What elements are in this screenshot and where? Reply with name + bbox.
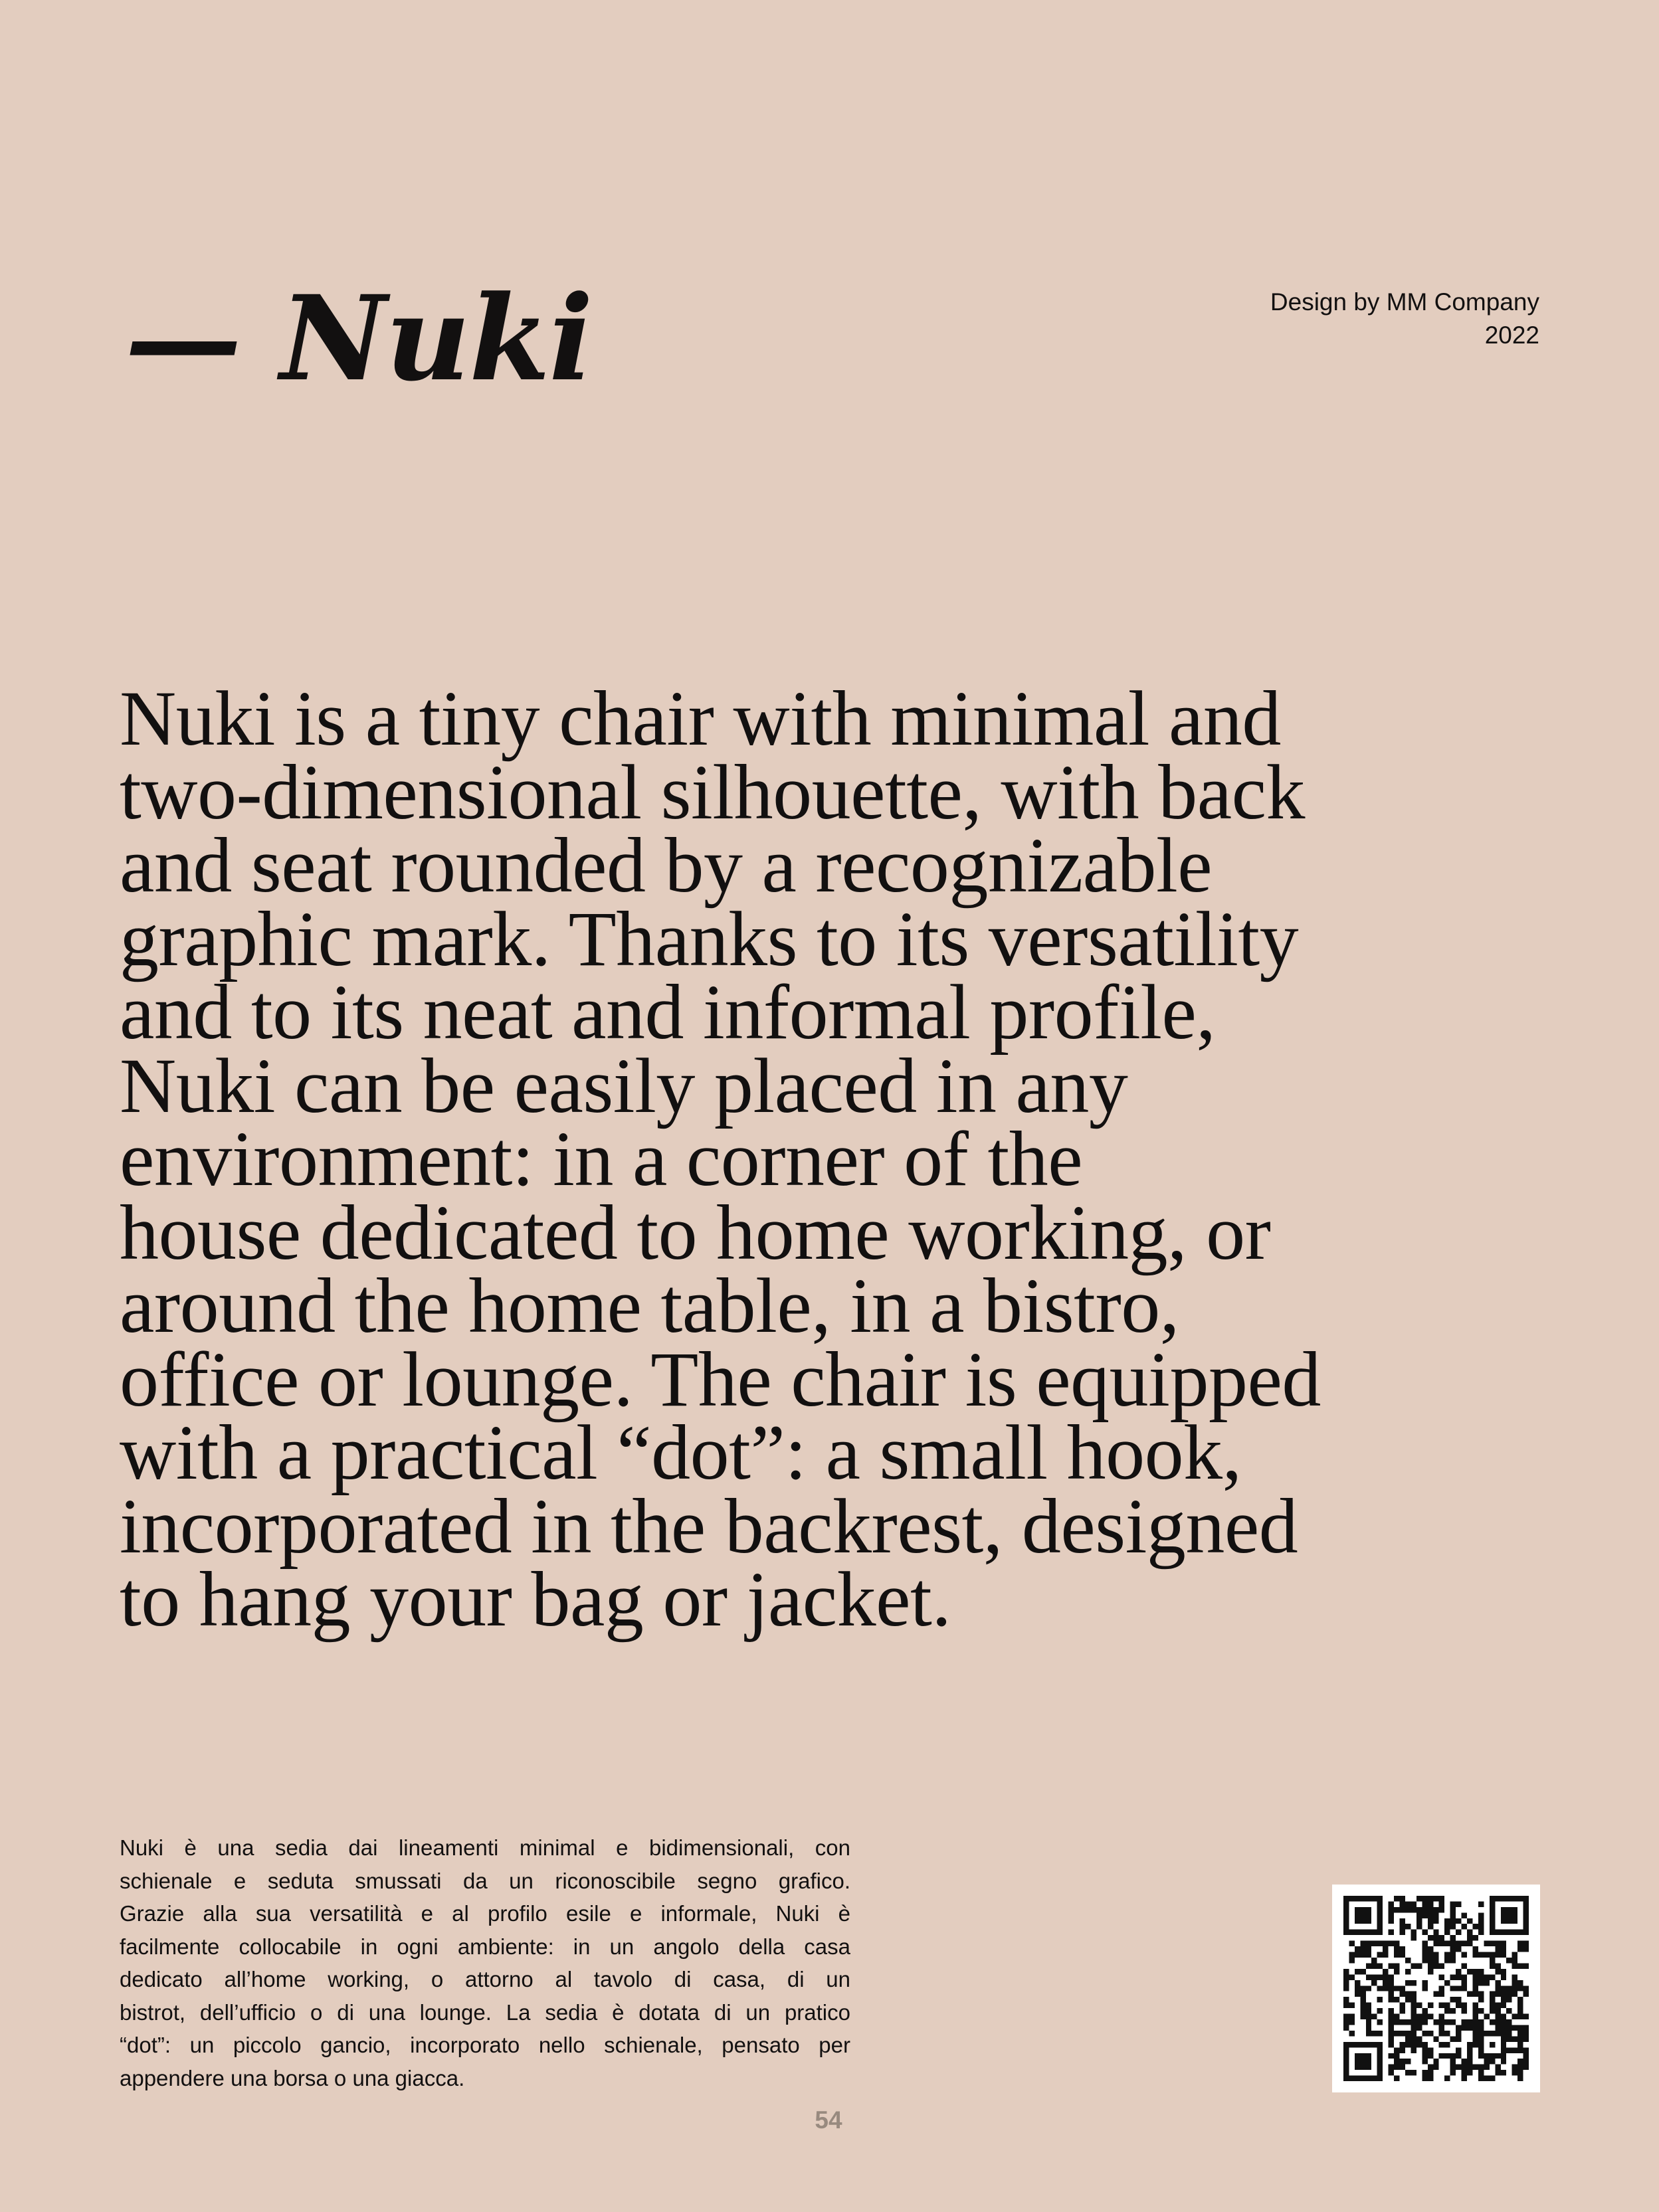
page-number: 54 [815,2106,842,2134]
description-en-line: to hang your bag or jacket. [120,1556,951,1643]
design-credit [1270,286,1539,352]
description-en-line: and to its neat and informal profile, [120,968,1216,1056]
description-english [120,675,1555,1643]
description-en-line: Nuki can be easily placed in any [120,1042,1128,1129]
qr-code-graphic [1332,1885,1540,2092]
description-it-line: Nuki è una sedia dai lineamenti minimal e bidimensionali, con [120,1835,850,1860]
description-it-line: schienale e seduta smussati da un riconoscibile segno grafico. [120,1868,850,1893]
description-it-line: “dot”: un piccolo gancio, incorporato nello schienale, pensato per [120,2033,850,2057]
description-italian [120,1831,850,2094]
description-en-line: environment: in a corner of the [120,1115,1083,1202]
page-title: — Nuki [125,270,592,407]
design-year: 2022 [1484,322,1539,349]
description-it-line: dedicato all’home working, o attorno al tavolo di casa, di un [120,1967,850,1991]
description-en-line: incorporated in the backrest, designed [120,1482,1298,1570]
description-it-line: facilmente collocabile in ogni ambiente: in un angolo della casa [120,1934,850,1959]
description-en-line: office or lounge. The chair is equipped [120,1335,1321,1423]
description-en-line: two-dimensional silhouette, with back [120,748,1305,836]
description-en-line: Nuki is a tiny chair with minimal and [120,675,1281,762]
description-en-line: around the home table, in a bistro, [120,1262,1179,1349]
description-it-line: appendere una borsa o una giacca. [120,2065,465,2090]
description-en-line: house dedicated to home working, or [120,1188,1271,1276]
description-en-line: and seat rounded by a recognizable [120,822,1213,909]
description-en-line: with a practical “dot”: a small hook, [120,1409,1242,1496]
qr-code-icon[interactable] [1332,1885,1540,2092]
designer-credit: Design by MM Company [1270,288,1539,316]
description-it-line: bistrot, dell’ufficio o di una lounge. La sedia è dotata di un pratico [120,1999,850,2025]
description-en-line: graphic mark. Thanks to its versatility [120,895,1299,982]
description-it-line: Grazie alla sua versatilità e al profilo esile e informale, Nuki è [120,1901,850,1926]
